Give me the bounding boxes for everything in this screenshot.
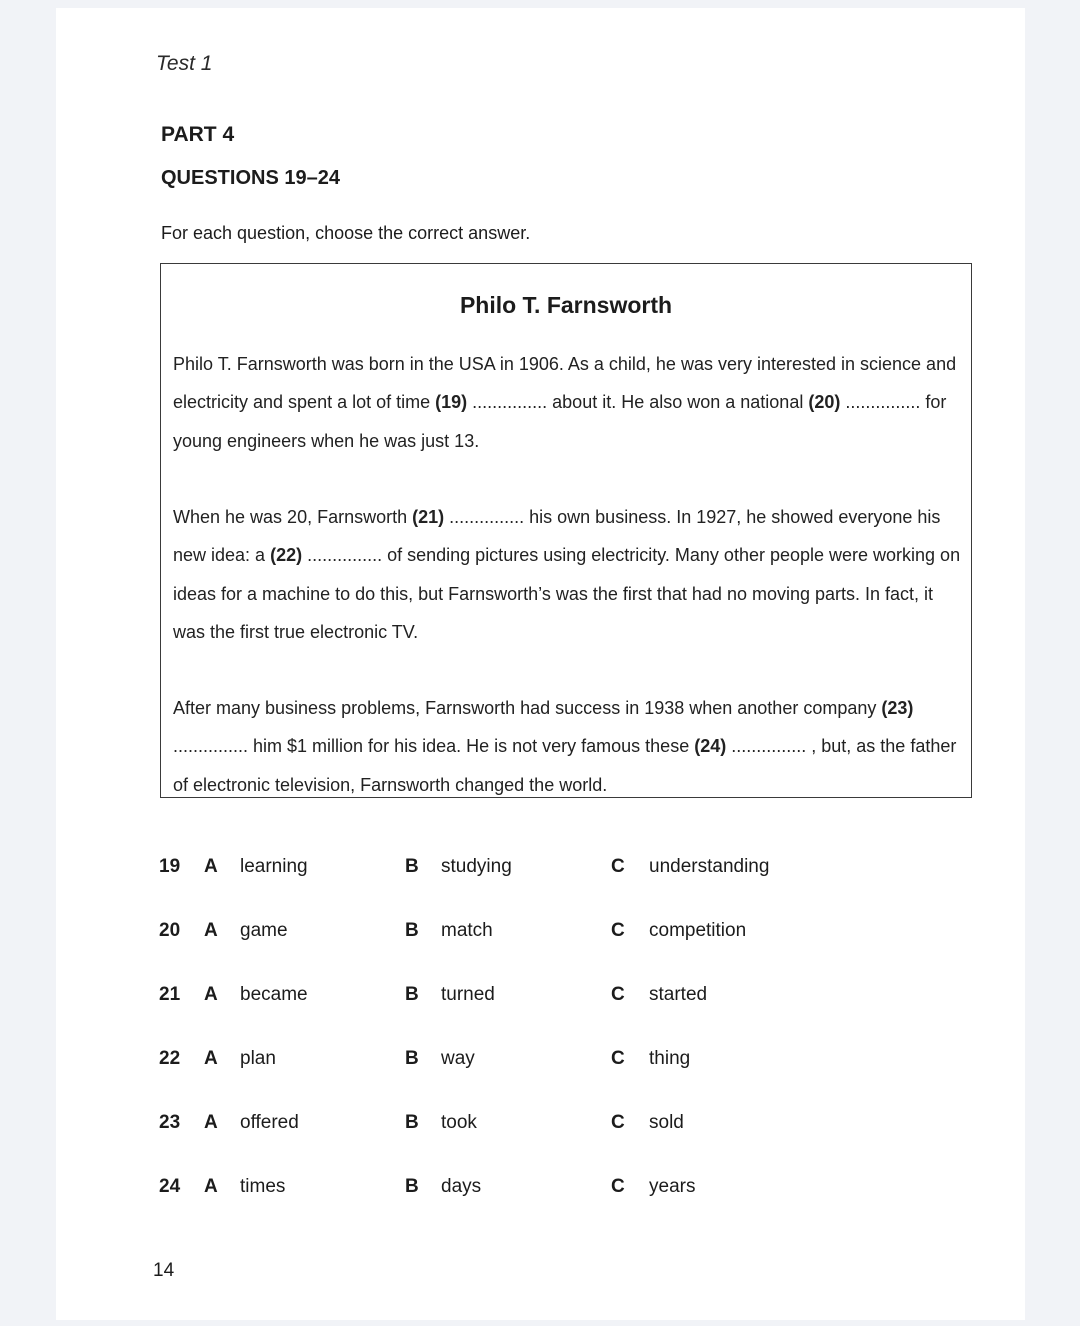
option-letter-b: B — [405, 1048, 419, 1069]
passage-text: ............... him $1 million for his idea. He is not very famous these — [173, 736, 695, 757]
passage-text: ............... for young engineers when he was just 13. — [173, 392, 947, 451]
option-b[interactable]: turned — [441, 984, 495, 1005]
option-letter-b: B — [405, 984, 419, 1005]
option-b[interactable]: took — [441, 1112, 477, 1133]
part-title: PART 4 — [161, 123, 235, 146]
gap-marker-19: (19) — [435, 392, 468, 413]
questions-range-title: QUESTIONS 19–24 — [161, 167, 340, 189]
passage-text: ............... , but, as the father of electronic television, Farnsworth changed the world. — [173, 736, 957, 795]
exam-page — [56, 8, 1025, 1320]
question-row — [159, 1048, 859, 1078]
option-letter-c: C — [611, 1112, 625, 1133]
question-number: 19 — [159, 856, 181, 877]
passage-paragraph-3 — [173, 689, 963, 804]
option-a[interactable]: times — [240, 1176, 286, 1197]
option-c[interactable]: years — [649, 1176, 696, 1197]
test-label: Test 1 — [156, 52, 213, 75]
option-letter-a: A — [204, 920, 218, 941]
passage-text: After many business problems, Farnsworth had success in 1938 when another company — [173, 698, 882, 718]
passage-paragraph-2 — [173, 498, 963, 651]
passage-text: ............... of sending pictures using electricity. Many other people were working on ideas for a machine to do this, but Farnsworth’s was the first that had no moving parts. In fact, it was the first true electronic TV. — [173, 545, 961, 642]
gap-marker-21: (21) — [412, 507, 445, 527]
option-letter-b: B — [405, 1176, 419, 1197]
option-a[interactable]: learning — [240, 856, 308, 877]
reading-passage-box — [160, 263, 972, 798]
question-number: 24 — [159, 1176, 181, 1197]
option-letter-c: C — [611, 1176, 625, 1197]
question-row — [159, 1176, 859, 1206]
instruction-text: For each question, choose the correct answer. — [161, 223, 531, 243]
passage-text: ............... about it. He also won a national — [467, 392, 809, 413]
passage-paragraph-1 — [173, 345, 963, 460]
option-a[interactable]: became — [240, 984, 308, 1005]
option-b[interactable]: way — [441, 1048, 475, 1069]
option-letter-a: A — [204, 1048, 218, 1069]
option-letter-a: A — [204, 1112, 218, 1133]
option-b[interactable]: match — [441, 920, 493, 941]
gap-marker-24: (24) — [694, 736, 727, 757]
question-row — [159, 1112, 859, 1142]
gap-marker-23: (23) — [881, 698, 914, 718]
question-number: 23 — [159, 1112, 181, 1133]
option-c[interactable]: started — [649, 984, 708, 1005]
passage-title: Philo T. Farnsworth — [459, 292, 673, 318]
option-c[interactable]: competition — [649, 920, 747, 941]
option-b[interactable]: days — [441, 1176, 482, 1197]
option-a[interactable]: offered — [240, 1112, 299, 1133]
option-letter-b: B — [405, 920, 419, 941]
option-letter-a: A — [204, 984, 218, 1005]
option-letter-c: C — [611, 856, 625, 877]
question-number: 22 — [159, 1048, 181, 1069]
gap-marker-20: (20) — [808, 392, 841, 413]
option-a[interactable]: plan — [240, 1048, 276, 1069]
question-row — [159, 984, 859, 1014]
option-letter-c: C — [611, 1048, 625, 1069]
passage-text: Philo T. Farnsworth was born in the USA in 1906. As a child, he was very interested in science and electricity and spent a lot of time — [173, 354, 957, 413]
option-letter-a: A — [204, 856, 218, 877]
passage-text: When he was 20, Farnsworth — [173, 507, 413, 527]
option-letter-b: B — [405, 1112, 419, 1133]
page-number: 14 — [153, 1260, 175, 1281]
option-letter-c: C — [611, 920, 625, 941]
option-b[interactable]: studying — [441, 856, 512, 877]
option-a[interactable]: game — [240, 920, 288, 941]
question-row — [159, 856, 859, 886]
option-letter-b: B — [405, 856, 419, 877]
option-letter-a: A — [204, 1176, 218, 1197]
passage-text: ............... his own business. In 1927, he showed everyone his new idea: a — [173, 507, 941, 566]
option-c[interactable]: thing — [649, 1048, 691, 1069]
option-c[interactable]: sold — [649, 1112, 684, 1133]
question-number: 20 — [159, 920, 181, 941]
option-c[interactable]: understanding — [649, 856, 770, 877]
question-number: 21 — [159, 984, 181, 1005]
gap-marker-22: (22) — [270, 545, 303, 566]
option-letter-c: C — [611, 984, 625, 1005]
question-row — [159, 920, 859, 950]
